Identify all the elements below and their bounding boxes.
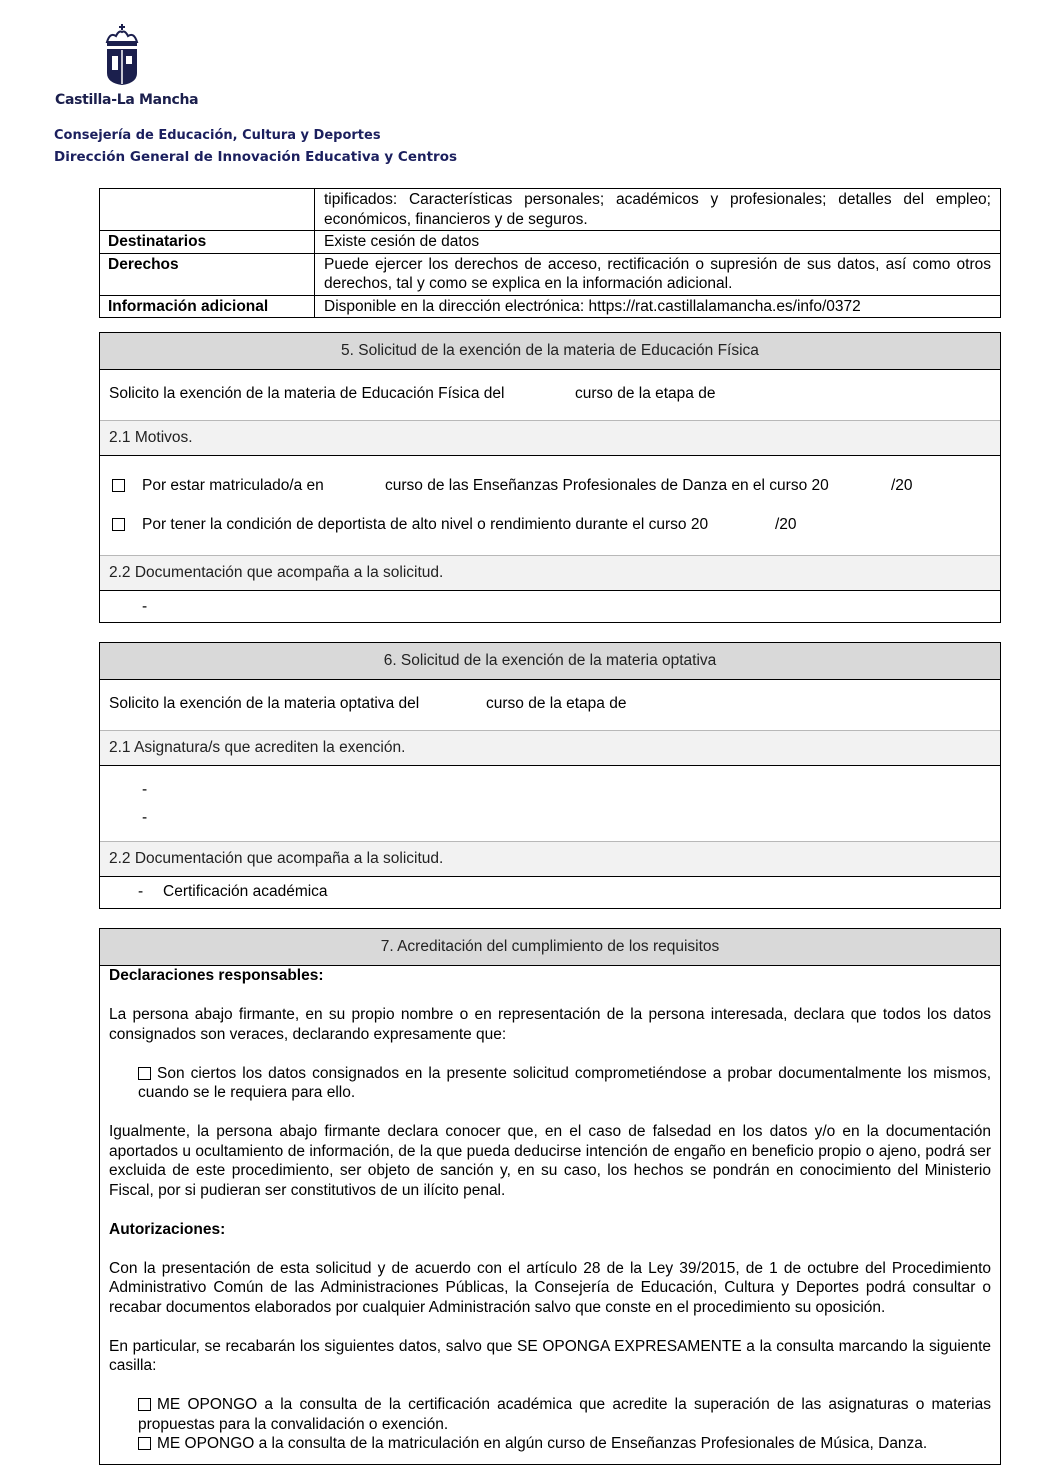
data-protection-table	[99, 188, 1001, 318]
documentation-title: 2.2 Documentación que acompaña a la solicitud.	[100, 841, 1000, 877]
list-item: -	[142, 781, 148, 798]
declaration-text: Son ciertos los datos consignados en la presente solicitud comprometiéndose a probar documentalmente los mismos, cuando se le requiera para ello.	[138, 1064, 991, 1101]
falsity-notice: Igualmente, la persona abajo firmante declara conocer que, en el caso de falsedad en los datos y/o en la documentación aportados u ocultamiento de información, de la que pueda deducirse intención de engaño en beneficio propio o ajeno, podrá ser excluida de este procedimiento, ser objeto de sanción y, en su caso, los hechos se pondrán en conocimiento del Ministerio Fiscal, por si pudieran ser constitutivos de un ilícito penal.	[109, 1123, 991, 1199]
table-row	[100, 230, 1000, 253]
authorizations-text-2: En particular, se recabarán los siguientes datos, salvo que SE OPONGA EXPRESAMENTE a la consulta marcando la siguiente casilla:	[109, 1337, 991, 1374]
authorizations-title: Autorizaciones:	[109, 1220, 226, 1238]
request-line	[100, 680, 1000, 730]
list-item: -	[142, 809, 148, 826]
declarations-text: La persona abajo firmante, en su propio nombre o en representación de la persona interesada, declara que todos los datos consignados son veraces, declarando expresamente que:	[109, 1006, 991, 1043]
oppose-checkbox-2[interactable]	[138, 1437, 151, 1450]
documentation-list	[100, 877, 1000, 908]
section-title: 7. Acreditación del cumplimiento de los requisitos	[100, 929, 1000, 966]
request-text-cont: curso de la etapa de	[575, 385, 716, 402]
list-dash: -	[138, 883, 144, 900]
request-text-cont: curso de la etapa de	[486, 695, 627, 712]
documentation-title: 2.2 Documentación que acompaña a la solicitud.	[100, 555, 1000, 591]
table-row	[100, 295, 1000, 318]
motivo1-checkbox[interactable]	[112, 479, 125, 492]
crown-shield-icon	[102, 24, 142, 88]
documentation-list	[100, 591, 1000, 622]
declaration-item	[109, 1064, 991, 1103]
subjects-list	[100, 766, 1000, 841]
section-6	[99, 642, 1001, 909]
motivo2-checkbox[interactable]	[112, 518, 125, 531]
section-body	[100, 966, 1000, 1454]
declaration-checkbox[interactable]	[138, 1067, 151, 1080]
motivo1-year: /20	[891, 477, 913, 494]
motivos-title: 2.1 Motivos.	[100, 420, 1000, 456]
table-key: Destinatarios	[100, 231, 315, 253]
list-item: -	[142, 598, 148, 615]
declarations-title: Declaraciones responsables:	[109, 967, 324, 984]
oppose-item-2	[109, 1434, 991, 1454]
table-value: Existe cesión de datos	[324, 233, 480, 250]
table-value: Puede ejercer los derechos de acceso, rectificación o supresión de sus datos, así como otros derechos, tal y como se explica en la información adicional.	[324, 255, 991, 292]
motivo2-year: /20	[775, 516, 797, 533]
authorizations-text: Con la presentación de esta solicitud y de acuerdo con el artículo 28 de la Ley 39/2015, de 1 de octubre del Procedimiento Administrativo Común de las Administraciones Públicas, la Consejería de Educación, Cultura y Deportes podrá consultar o recabar documentos elaborados por cualquier Administración salvo que conste en el procedimiento su oposición.	[109, 1259, 991, 1316]
section-7	[99, 928, 1001, 1465]
motivo2-text: Por tener la condición de deportista de alto nivel o rendimiento durante el curso 20	[142, 516, 709, 533]
section-5	[99, 332, 1001, 623]
directorate-name: Dirección General de Innovación Educativa y Centros	[54, 149, 458, 165]
table-key: Derechos	[100, 254, 315, 295]
oppose-text-1: ME OPONGO a la consulta de la certificación académica que acredite la superación de las asignaturas o materias propuestas para la convalidación o exención.	[138, 1396, 991, 1433]
table-value: Disponible en la dirección electrónica: https://rat.castillalamancha.es/info/0372	[324, 297, 861, 315]
motivo1-text-cont: curso de las Enseñanzas Profesionales de Danza en el curso 20	[385, 477, 829, 494]
table-row	[100, 189, 1000, 230]
section-title: 5. Solicitud de la exención de la materia de Educación Física	[100, 333, 1000, 370]
table-key	[100, 189, 315, 230]
oppose-item-1	[109, 1395, 991, 1434]
department-name: Consejería de Educación, Cultura y Deportes	[54, 128, 381, 143]
oppose-text-2: ME OPONGO a la consulta de la matriculación en algún curso de Enseñanzas Profesionales de Música, Danza.	[157, 1435, 928, 1452]
table-value: tipificados: Características personales; académicos y profesionales; detalles del empleo; económicos, financieros y de seguros.	[324, 191, 991, 228]
request-line	[100, 370, 1000, 420]
table-row	[100, 253, 1000, 295]
list-item: Certificación académica	[163, 883, 328, 900]
table-key: Información adicional	[100, 296, 315, 318]
logo-text: Castilla-La Mancha	[55, 92, 199, 108]
subjects-title: 2.1 Asignatura/s que acrediten la exención.	[100, 730, 1000, 766]
oppose-checkbox-1[interactable]	[138, 1398, 151, 1411]
request-text: Solicito la exención de la materia de Educación Física del	[109, 385, 505, 402]
motivos-list	[100, 456, 1000, 555]
request-text: Solicito la exención de la materia optativa del	[109, 695, 420, 712]
section-title: 6. Solicitud de la exención de la materia optativa	[100, 643, 1000, 680]
motivo1-text: Por estar matriculado/a en	[142, 477, 324, 494]
